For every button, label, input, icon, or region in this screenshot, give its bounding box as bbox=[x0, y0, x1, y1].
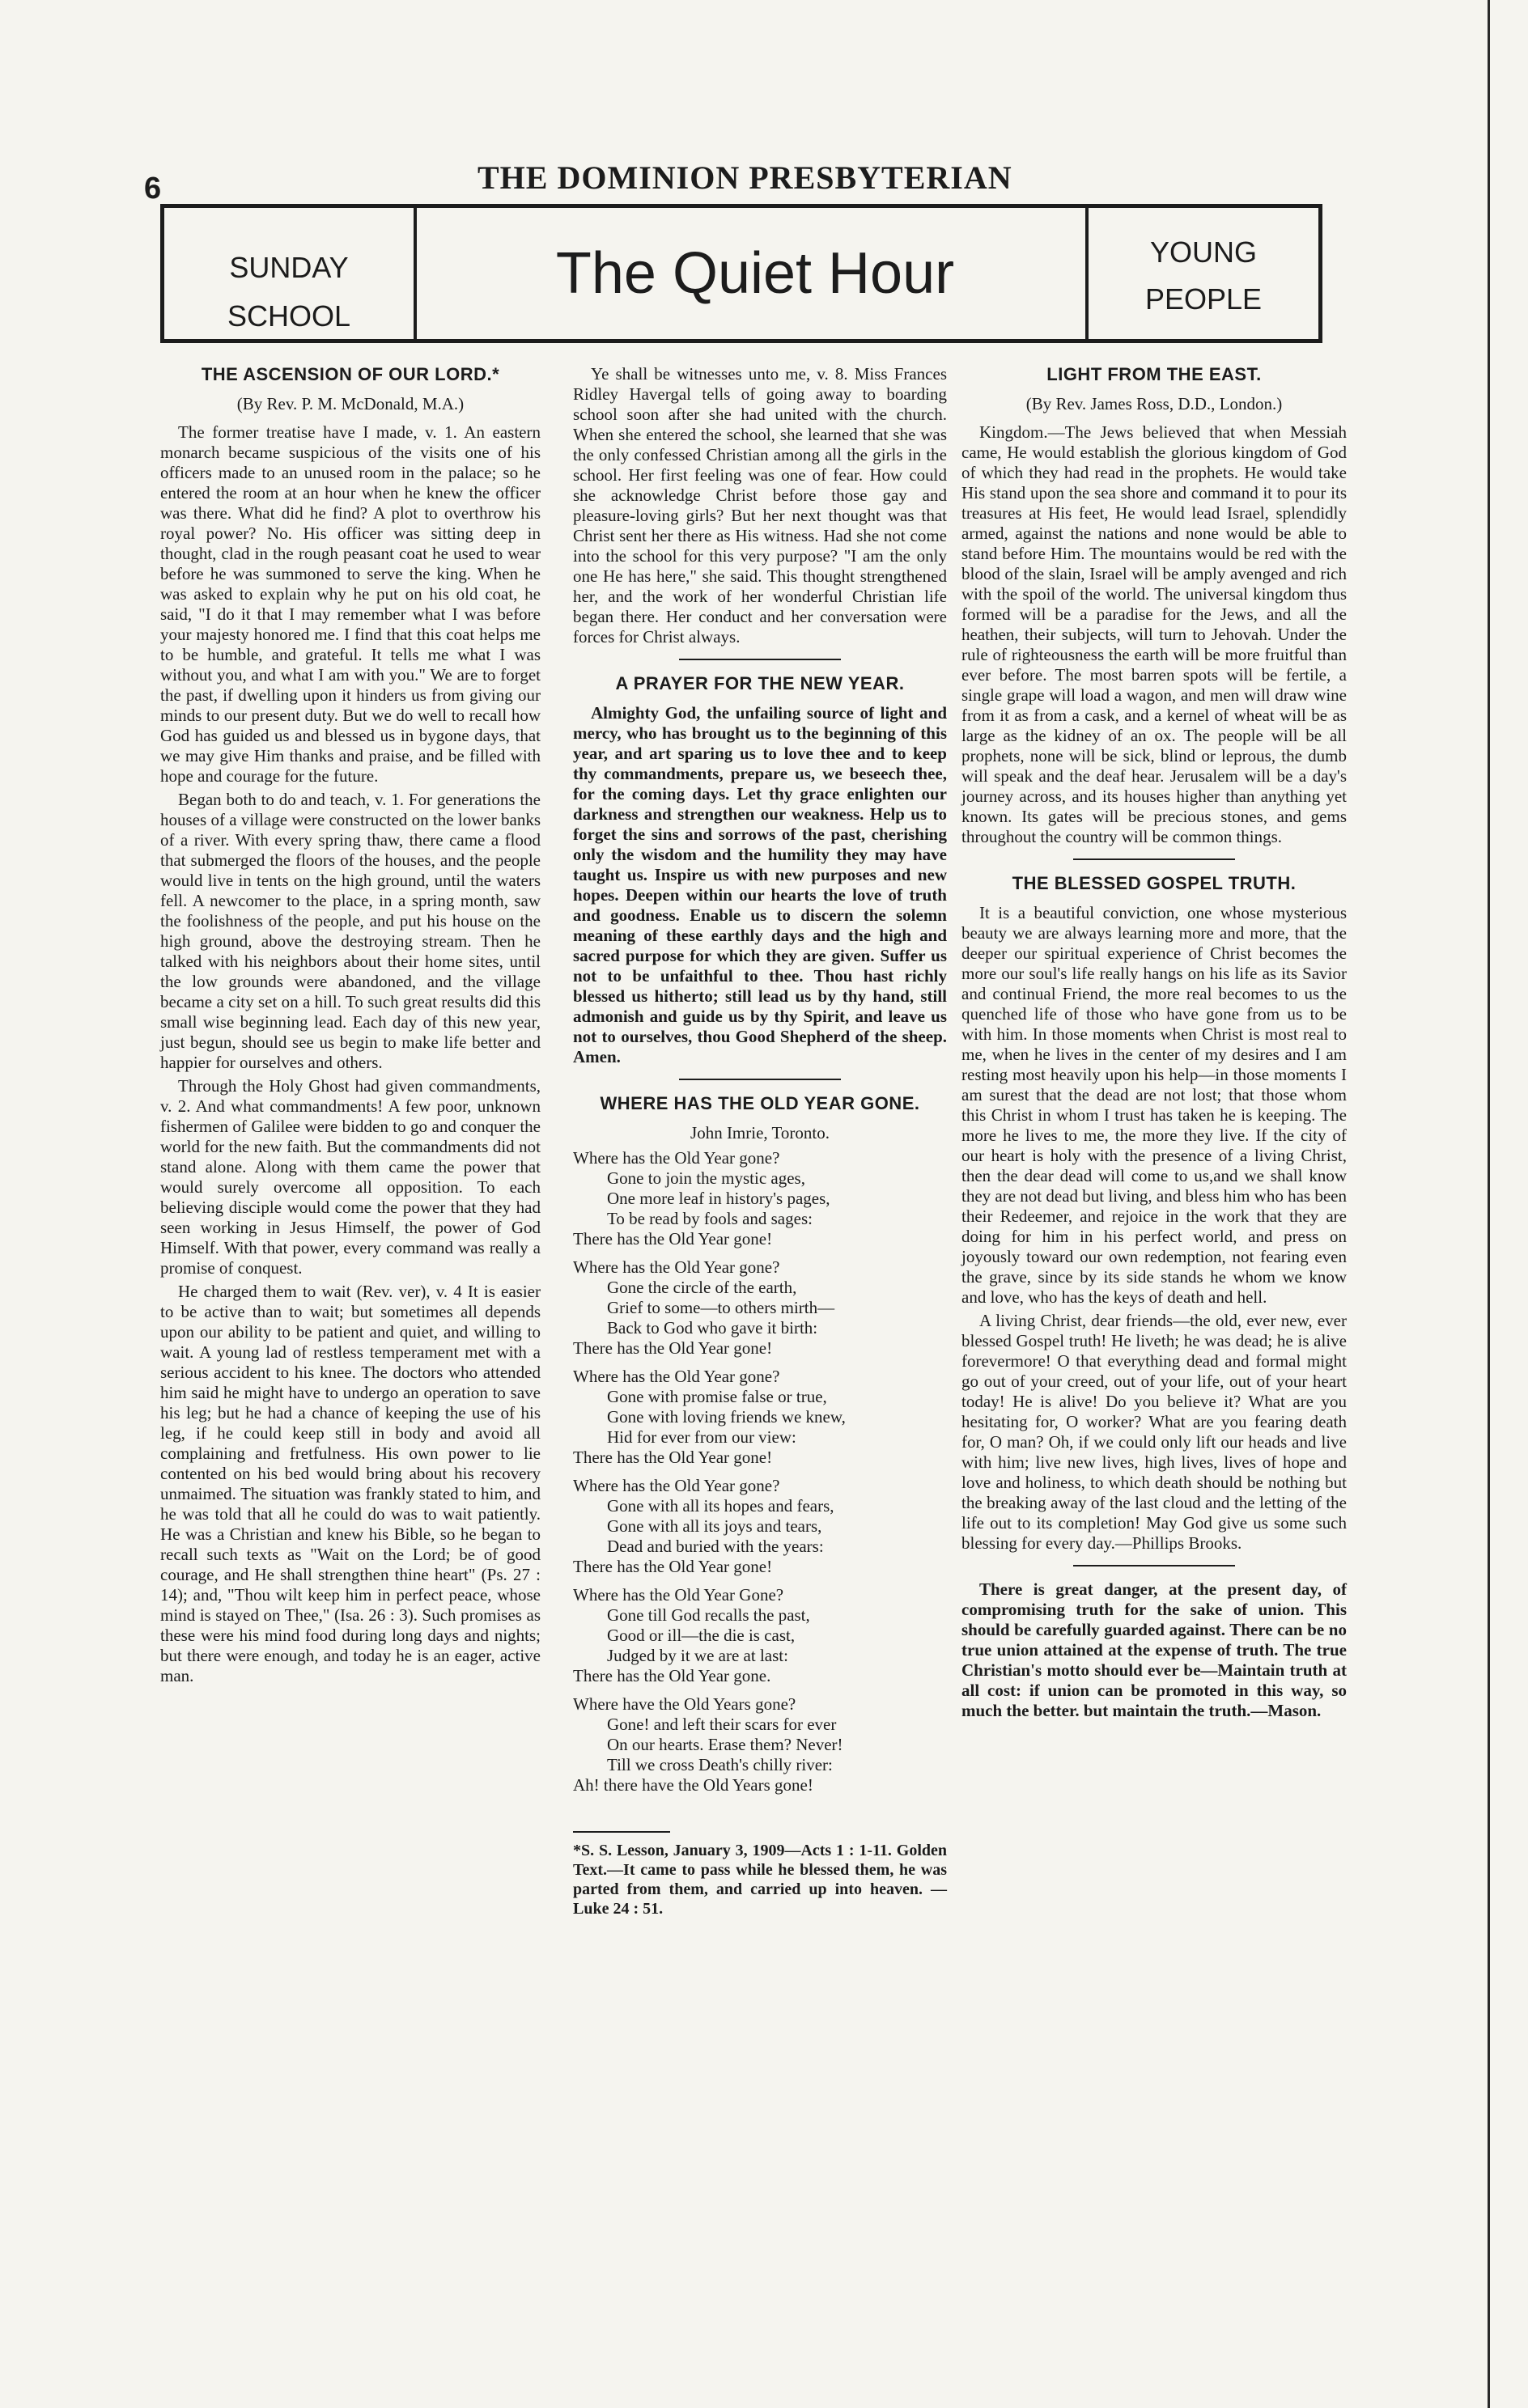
gospel-paragraph-1: It is a beautiful conviction, one whose mysterious beauty we are always learning more and more, that the deeper our spiritual experience of Christ becomes the more our soul's life really hangs on his life as its Savior and continual Friend, the more real becomes to us the quenched life of those who have gone from us to be with him. In those moments when Christ is most real to me, when he lives in the center of my desires and I am resting most heavily upon his help—in those moments I am surest that the dead are not lost; that those whom this Christ in whom I trust has taken he is keeping. The more he lives to me, the more they live. If the city of our heart is holy with the presence of a living Christ, then the dear dead will come to us,and we shall know they are not dead but living, and bless him who has been their Redeemer, and rejoice in the work that they are doing for him in his perfect world, and press on joyously toward our own redemption, not fearing even the grave, since by its side stands he whom we know and love, who has the keys of death and hell. bbox=[961, 903, 1347, 1307]
gospel-paragraph-2: A living Christ, dear friends—the old, ever new, ever blessed Gospel truth! He liveth; he was dead; he is alive forevermore! O that everything dead and formal might go out of your creed, out of your life, out of your heart today! He is alive! Do you believe it? What are you hesitating for, O worker? What are you fearing death for, O man? Oh, if we could only lift our heads and live with him; live new lives, high lives, lives of hope and love and holiness, to which death should be nothing but the breaking away of the last cloud and the letting of the life out to its completion! May God give us some such blessing for every day.—Phillips Brooks. bbox=[961, 1311, 1347, 1553]
poem-stanza bbox=[573, 1257, 947, 1359]
poem-line: Gone with promise false or true, bbox=[607, 1387, 827, 1406]
poem-line: Gone! and left their scars for ever bbox=[607, 1715, 837, 1734]
poem-line: Gone the circle of the earth, bbox=[607, 1278, 797, 1297]
divider bbox=[679, 659, 841, 660]
ascension-paragraph-2: Began both to do and teach, v. 1. For generations the houses of a village were constructed on the lower banks of a river. With every spring thaw, there came a flood that submerged the floors of the houses, and the people would live in tents on the high ground, until the waters fell. A newcomer to the place, in a spring month, saw the foolishness of the people, and put his house on the high ground, above the destroying stream. Then he talked with his neighbors about their home sites, until the low grounds were abandoned, and the village became a city set on a hill. To such great results did this small wise beginning lead. Each day of this new year, just begun, should see us begin to make life better and happier for ourselves and others. bbox=[160, 790, 541, 1072]
poem-line: Where has the Old Year gone? bbox=[573, 1476, 780, 1495]
light-text: Kingdom.—The Jews believed that when Messiah came, He would establish the glorious kingdom of God of which they had read in the prophets. He would take His stand upon the sea shore and command it to pour its treasures at His feet, He would lead Israel, splendidly armed, against the nations and none would be able to stand before Him. The mountains would be red with the blood of the slain, Israel will be amply avenged and rich with the spoil of the world. The universal kingdom thus formed will be a paradise for the Jews, and all the heathen, their subjects, will turn to Jehovah. Under the rule of righteousness the earth will be more fruitful than ever before. The most barren spots will be fertile, a single grape will load a wagon, and men will draw wine from it as from a cask, and a kernel of wheat will be as large as the kidney of an ox. The people will be all prophets, none will be sick, blind or leprous, the dumb will speak and the deaf hear. Jerusalem will be a day's journey across, and its houses higher than anything yet known. Its gates will be precious stones, and gems throughout the country will be common things. bbox=[961, 422, 1347, 846]
ascension-paragraph-1: The former treatise have I made, v. 1. An eastern monarch became suspicious of the visits one of his officers made to an unused room in the palace; so he entered the room at an hour when he knew the officer was there. What did he find? A plot to overthrow his royal power? No. His officer was sitting deep in thought, clad in the rough peasant coat he used to wear before he was summoned to serve the king. When he was asked to explain why he put on his old coat, he said, "I do it that I may remember what I was before your majesty honored me. I find that this coat helps me to be humble, and grateful. It tells me what I was without you, and what I am with you." We are to forget the past, if dwelling upon it hinders us from giving our minds to our present duty. But we do well to recall how God has guided us and blessed us in bygone days, that we may give Him thanks and praise, and be filled with hope and courage for the future. bbox=[160, 422, 541, 786]
poem-line: Ah! there have the Old Years gone! bbox=[573, 1775, 813, 1795]
divider bbox=[1073, 1565, 1235, 1566]
poem-line: Gone till God recalls the past, bbox=[607, 1605, 810, 1625]
poem-line: Judged by it we are at last: bbox=[607, 1646, 788, 1665]
poem-line: Till we cross Death's chilly river: bbox=[607, 1755, 833, 1774]
prayer-text: Almighty God, the unfailing source of light and mercy, who has brought us to the beginning of this year, and art sparing us to love thee and to keep thy commandments, prepare us, we beseech thee, for the coming days. Let thy grace enlighten our darkness and strengthen our weakness. Help us to forget the sins and sorrows of the past, cherishing only the wisdom and the humility they may have taught us. Inspire us with new purposes and new hopes. Deepen within our hearts the love of truth and goodness. Enable us to discern the solemn meaning of these earthly days and the high and sacred purpose for which they are given. Suffer us not to be unfaithful to thee. Thou hast richly blessed us hitherto; still lead us by thy hand, still admonish and guide us by thy Spirit, and leave us not to ourselves, thou Good Shepherd of the sheep. Amen. bbox=[573, 703, 947, 1066]
light-byline: (By Rev. James Ross, D.D., London.) bbox=[1025, 394, 1283, 413]
poem-line: Gone to join the mystic ages, bbox=[607, 1168, 805, 1188]
banner-right-line1: YOUNG bbox=[1149, 235, 1257, 269]
poem-stanza bbox=[573, 1148, 947, 1249]
poem-line: To be read by fools and sages: bbox=[607, 1209, 813, 1228]
poem-stanza bbox=[573, 1476, 947, 1577]
light-title: LIGHT FROM THE EAST. bbox=[1046, 364, 1262, 384]
ascension-byline: (By Rev. P. M. McDonald, M.A.) bbox=[236, 394, 465, 413]
banner-right-line2: PEOPLE bbox=[1144, 282, 1263, 316]
divider bbox=[1073, 858, 1235, 860]
column-2 bbox=[573, 364, 947, 1922]
poem-line: Dead and buried with the years: bbox=[607, 1537, 824, 1556]
poem-stanza bbox=[573, 1367, 947, 1468]
poem-line: Where has the Old Year gone? bbox=[573, 1148, 780, 1168]
footnote-text: *S. S. Lesson, January 3, 1909—Acts 1 : 1-11. Golden Text.—It came to pass while he blessed them, he was parted from them, and carried up into heaven. —Luke 24 : 51. bbox=[573, 1842, 947, 1918]
poem-body bbox=[573, 1148, 947, 1795]
lesson-footnote bbox=[573, 1831, 947, 1918]
poem-author: John Imrie, Toronto. bbox=[690, 1123, 830, 1143]
poem-line: Where has the Old Year gone? bbox=[573, 1367, 780, 1386]
poem-line: There has the Old Year gone! bbox=[573, 1229, 773, 1249]
poem-line: Good or ill—the die is cast, bbox=[607, 1626, 796, 1645]
banner-left-line1: SUNDAY bbox=[229, 251, 349, 284]
poem-line: Gone with loving friends we knew, bbox=[607, 1407, 846, 1427]
page-number: 6 bbox=[144, 172, 162, 206]
ascension-paragraph-4: He charged them to wait (Rev. ver), v. 4 It is easier to be active than to wait; but sometimes all depends upon our ability to be patient and quiet, and willing to wait. A young lad of restless temperament met with a serious accident to his knee. The doctors who attended him said he might have to undergo an operation to save his leg; but he had a chance of keeping the use of his leg, if he could keep still in body and avoid all complaining and fretfulness. His own power to lie contented on his bed would bring about his recovery unmaimed. The situation was frankly stated to him, and he was told that all he could do was to wait patiently. He was a Christian and knew his Bible, so he began to recall such texts as "Wait on the Lord; be of good courage, and He shall strengthen thine heart" (Ps. 27 : 14); and, "Thou wilt keep him in perfect peace, whose mind is stayed on Thee," (Isa. 26 : 3). Such promises as these were his mind food during long days and nights; but there were enough, and today he is an eager, active man. bbox=[160, 1282, 541, 1685]
footnote-rule bbox=[573, 1831, 670, 1833]
poem-line: Where have the Old Years gone? bbox=[573, 1694, 796, 1714]
column-3 bbox=[961, 364, 1347, 1724]
divider bbox=[679, 1079, 841, 1080]
poem-line: Grief to some—to others mirth— bbox=[607, 1298, 835, 1317]
banner-left-line2: SCHOOL bbox=[227, 299, 351, 333]
banner-title: The Quiet Hour bbox=[555, 241, 955, 306]
poem-line: There has the Old Year gone! bbox=[573, 1338, 773, 1358]
poem-line: On our hearts. Erase them? Never! bbox=[607, 1735, 843, 1754]
poem-line: There has the Old Year gone! bbox=[573, 1448, 773, 1467]
poem-line: One more leaf in history's pages, bbox=[607, 1189, 830, 1208]
poem-line: There has the Old Year gone. bbox=[573, 1666, 771, 1685]
poem-stanza bbox=[573, 1694, 947, 1795]
poem-stanza bbox=[573, 1585, 947, 1686]
poem-line: Hid for ever from our view: bbox=[607, 1427, 796, 1447]
banner-left-box bbox=[164, 208, 417, 339]
poem-line: Gone with all its joys and tears, bbox=[607, 1516, 822, 1536]
poem-line: Where has the Old Year Gone? bbox=[573, 1585, 784, 1605]
banner-right-box bbox=[1085, 208, 1318, 339]
section-banner bbox=[160, 204, 1322, 343]
poem-line: Where has the Old Year gone? bbox=[573, 1257, 780, 1277]
ascension-paragraph-3: Through the Holy Ghost had given commandments, v. 2. And what commandments! A few poor, unknown fishermen of Galilee were bidden to go and conquer the world for the new faith. But the commandments did not stand alone. Along with them came the power that would surely overcome all opposition. To each believing disciple would come the power that they had seen working in Jesus Himself, the power of God Himself. With that power, every command was really a promise of conquest. bbox=[160, 1076, 541, 1278]
masthead: THE DOMINION PRESBYTERIAN bbox=[478, 159, 1012, 196]
poem-line: Gone with all its hopes and fears, bbox=[607, 1496, 834, 1516]
column-1 bbox=[160, 364, 541, 1689]
gospel-title: THE BLESSED GOSPEL TRUTH. bbox=[1012, 873, 1297, 893]
prayer-title: A PRAYER FOR THE NEW YEAR. bbox=[615, 673, 905, 693]
danger-text: There is great danger, at the present day, of compromising truth for the sake of union. This should be carefully guarded against. There can be no true union attained at the expense of truth. The true Christian's motto should ever be—Maintain truth at all cost: if union can be promoted in this way, so much the better. but maintain the truth.—Mason. bbox=[961, 1579, 1347, 1720]
poem-title: WHERE HAS THE OLD YEAR GONE. bbox=[600, 1093, 920, 1113]
ascension-paragraph-5: Ye shall be witnesses unto me, v. 8. Miss Frances Ridley Havergal tells of going away to boarding school soon after she had united with the church. When she entered the school, she learned that she was the only confessed Christian among all the girls in the school. Her first feeling was one of fear. How could she acknowledge Christ before those gay and pleasure-loving girls? But her next thought was that Christ sent her there as His witness. Had she not come into the school for this very purpose? "I am the only one He has here," she said. This thought strengthened her, and the work of her wonderful Christian life began there. Her conduct and her conversation were forces for Christ always. bbox=[573, 364, 947, 647]
ascension-title: THE ASCENSION OF OUR LORD.* bbox=[201, 364, 500, 384]
margin-rule bbox=[1488, 0, 1490, 2408]
poem-line: Back to God who gave it birth: bbox=[607, 1318, 818, 1338]
poem-line: There has the Old Year gone! bbox=[573, 1557, 773, 1576]
